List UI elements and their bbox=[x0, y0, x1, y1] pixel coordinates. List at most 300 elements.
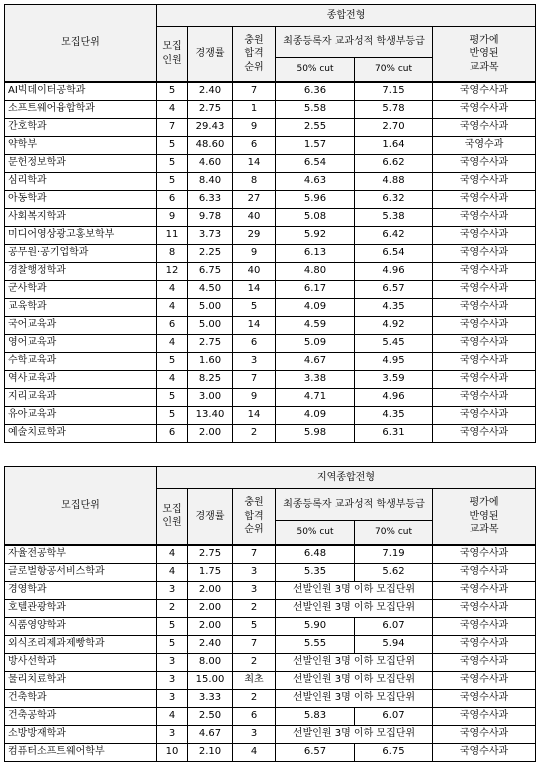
header-fill: 충원 합격 순위 bbox=[233, 489, 276, 545]
unit-cell bbox=[5, 406, 157, 424]
fill-rank-cell: 3 bbox=[233, 563, 276, 581]
cut50-cell: 5.96 bbox=[276, 190, 355, 208]
header-unit: 모집단위 bbox=[5, 467, 157, 545]
fill-rank-cell: 14 bbox=[233, 280, 276, 298]
fill-rank-cell: 29 bbox=[233, 226, 276, 244]
cut50-cell: 6.36 bbox=[276, 82, 355, 101]
fill-rank-cell: 2 bbox=[233, 689, 276, 707]
table-row bbox=[5, 671, 536, 689]
unit-name: 글로벌항공서비스학과 bbox=[8, 566, 105, 577]
cut70-cell: 6.07 bbox=[355, 617, 433, 635]
subjects-cell: 국영수사과 bbox=[433, 262, 536, 280]
header-cut70: 70% cut bbox=[355, 521, 433, 545]
unit-cell bbox=[5, 725, 157, 743]
unit-name: 수학교육과 bbox=[8, 355, 57, 366]
quota-cell: 3 bbox=[157, 653, 188, 671]
table-row bbox=[5, 545, 536, 564]
subjects-cell: 국영수사과 bbox=[433, 118, 536, 136]
quota-cell: 5 bbox=[157, 388, 188, 406]
rate-cell: 2.75 bbox=[188, 100, 233, 118]
rate-cell: 2.00 bbox=[188, 617, 233, 635]
unit-name: 공무원·공기업학과 bbox=[8, 247, 89, 258]
quota-cell: 4 bbox=[157, 563, 188, 581]
cut50-cell: 5.92 bbox=[276, 226, 355, 244]
unit-name: 미디어영상광고홍보학부 bbox=[8, 229, 115, 240]
quota-cell: 5 bbox=[157, 136, 188, 154]
quota-cell: 3 bbox=[157, 581, 188, 599]
table-row bbox=[5, 370, 536, 388]
unit-cell bbox=[5, 653, 157, 671]
unit-name: 외식조리제과제빵학과 bbox=[8, 638, 105, 649]
table-row bbox=[5, 136, 536, 154]
unit-cell bbox=[5, 208, 157, 226]
note-cell: 선발인원 3명 이하 모집단위 bbox=[276, 599, 433, 617]
note-cell: 선발인원 3명 이하 모집단위 bbox=[276, 581, 433, 599]
cut50-cell: 4.71 bbox=[276, 388, 355, 406]
cut50-cell: 3.38 bbox=[276, 370, 355, 388]
cut50-cell: 4.63 bbox=[276, 172, 355, 190]
quota-cell: 6 bbox=[157, 316, 188, 334]
quota-cell: 5 bbox=[157, 406, 188, 424]
cut70-cell: 1.64 bbox=[355, 136, 433, 154]
fill-rank-cell: 9 bbox=[233, 244, 276, 262]
unit-cell bbox=[5, 172, 157, 190]
unit-cell bbox=[5, 545, 157, 564]
cut50-cell: 4.80 bbox=[276, 262, 355, 280]
fill-rank-cell: 7 bbox=[233, 82, 276, 101]
unit-cell bbox=[5, 316, 157, 334]
cut70-cell: 6.07 bbox=[355, 707, 433, 725]
unit-name: 호텔관광학과 bbox=[8, 602, 66, 613]
header-group: 종합전형 bbox=[157, 5, 536, 27]
rate-cell: 9.78 bbox=[188, 208, 233, 226]
unit-cell bbox=[5, 743, 157, 761]
quota-cell: 5 bbox=[157, 82, 188, 101]
unit-cell bbox=[5, 136, 157, 154]
cut70-cell: 5.62 bbox=[355, 563, 433, 581]
rate-cell: 48.60 bbox=[188, 136, 233, 154]
cut70-cell: 5.94 bbox=[355, 635, 433, 653]
table-row bbox=[5, 388, 536, 406]
fill-rank-cell: 14 bbox=[233, 316, 276, 334]
table-row bbox=[5, 154, 536, 172]
unit-cell bbox=[5, 280, 157, 298]
fill-rank-cell: 27 bbox=[233, 190, 276, 208]
note-cell: 선발인원 3명 이하 모집단위 bbox=[276, 725, 433, 743]
rate-cell: 13.40 bbox=[188, 406, 233, 424]
subjects-cell: 국영수사과 bbox=[433, 689, 536, 707]
unit-name: 사회복지학과 bbox=[8, 211, 66, 222]
fill-rank-cell: 2 bbox=[233, 424, 276, 442]
cut50-cell: 5.98 bbox=[276, 424, 355, 442]
cut50-cell: 6.13 bbox=[276, 244, 355, 262]
unit-cell bbox=[5, 689, 157, 707]
unit-name: 소방방재학과 bbox=[8, 728, 66, 739]
cut70-cell: 3.59 bbox=[355, 370, 433, 388]
cut70-cell: 6.42 bbox=[355, 226, 433, 244]
rate-cell: 5.00 bbox=[188, 316, 233, 334]
cut70-cell: 2.70 bbox=[355, 118, 433, 136]
fill-rank-cell: 14 bbox=[233, 406, 276, 424]
header-fill: 충원 합격 순위 bbox=[233, 27, 276, 82]
subjects-cell: 국영수사과 bbox=[433, 743, 536, 761]
subjects-cell: 국영수사과 bbox=[433, 599, 536, 617]
quota-cell: 12 bbox=[157, 262, 188, 280]
fill-rank-cell: 6 bbox=[233, 707, 276, 725]
subjects-cell: 국영수사과 bbox=[433, 352, 536, 370]
cut70-cell: 7.19 bbox=[355, 545, 433, 564]
unit-cell bbox=[5, 352, 157, 370]
unit-cell bbox=[5, 563, 157, 581]
subjects-cell: 국영수사과 bbox=[433, 280, 536, 298]
table-row bbox=[5, 352, 536, 370]
quota-cell: 4 bbox=[157, 280, 188, 298]
table-row bbox=[5, 100, 536, 118]
table-row bbox=[5, 262, 536, 280]
unit-cell bbox=[5, 599, 157, 617]
cut50-cell: 4.09 bbox=[276, 298, 355, 316]
cut50-cell: 6.54 bbox=[276, 154, 355, 172]
admission-table-comprehensive bbox=[4, 4, 536, 443]
fill-rank-cell: 9 bbox=[233, 118, 276, 136]
header-subjects: 평가에 반영된 교과목 bbox=[433, 27, 536, 82]
quota-cell: 6 bbox=[157, 190, 188, 208]
table-row bbox=[5, 743, 536, 761]
quota-cell: 5 bbox=[157, 617, 188, 635]
rate-cell: 2.40 bbox=[188, 82, 233, 101]
cut50-cell: 2.55 bbox=[276, 118, 355, 136]
rate-cell: 4.60 bbox=[188, 154, 233, 172]
quota-cell: 5 bbox=[157, 635, 188, 653]
subjects-cell: 국영수사과 bbox=[433, 190, 536, 208]
cut70-cell: 4.35 bbox=[355, 406, 433, 424]
cut70-cell: 6.62 bbox=[355, 154, 433, 172]
table-row bbox=[5, 82, 536, 101]
subjects-cell: 국영수사과 bbox=[433, 334, 536, 352]
cut70-cell: 4.92 bbox=[355, 316, 433, 334]
rate-cell: 6.75 bbox=[188, 262, 233, 280]
unit-name: 영어교육과 bbox=[8, 337, 57, 348]
header-group: 지역종합전형 bbox=[157, 467, 536, 489]
table-row bbox=[5, 226, 536, 244]
unit-cell bbox=[5, 617, 157, 635]
subjects-cell: 국영수사과 bbox=[433, 244, 536, 262]
quota-cell: 6 bbox=[157, 424, 188, 442]
unit-cell bbox=[5, 100, 157, 118]
subjects-cell: 국영수사과 bbox=[433, 406, 536, 424]
table-row bbox=[5, 316, 536, 334]
rate-cell: 3.73 bbox=[188, 226, 233, 244]
fill-rank-cell: 2 bbox=[233, 653, 276, 671]
cut50-cell: 4.09 bbox=[276, 406, 355, 424]
subjects-cell: 국영수사과 bbox=[433, 388, 536, 406]
fill-rank-cell: 5 bbox=[233, 617, 276, 635]
rate-cell: 29.43 bbox=[188, 118, 233, 136]
unit-name: 건축공학과 bbox=[8, 710, 57, 721]
table-row bbox=[5, 280, 536, 298]
rate-cell: 2.75 bbox=[188, 545, 233, 564]
quota-cell: 4 bbox=[157, 100, 188, 118]
unit-cell bbox=[5, 226, 157, 244]
cut70-cell: 6.32 bbox=[355, 190, 433, 208]
rate-cell: 15.00 bbox=[188, 671, 233, 689]
quota-cell: 8 bbox=[157, 244, 188, 262]
quota-cell: 10 bbox=[157, 743, 188, 761]
table-row bbox=[5, 190, 536, 208]
subjects-cell: 국영수사과 bbox=[433, 298, 536, 316]
cut50-cell: 5.58 bbox=[276, 100, 355, 118]
rate-cell: 6.33 bbox=[188, 190, 233, 208]
unit-name: 유아교육과 bbox=[8, 409, 57, 420]
cut50-cell: 6.57 bbox=[276, 743, 355, 761]
rate-cell: 8.40 bbox=[188, 172, 233, 190]
cut70-cell: 7.15 bbox=[355, 82, 433, 101]
unit-cell bbox=[5, 154, 157, 172]
table-row bbox=[5, 208, 536, 226]
rate-cell: 1.75 bbox=[188, 563, 233, 581]
table-row bbox=[5, 244, 536, 262]
header-quota: 모집 인원 bbox=[157, 489, 188, 545]
header-subjects: 평가에 반영된 교과목 bbox=[433, 489, 536, 545]
fill-rank-cell: 3 bbox=[233, 352, 276, 370]
unit-name: 방사선학과 bbox=[8, 656, 57, 667]
subjects-cell: 국영수사과 bbox=[433, 707, 536, 725]
cut50-cell: 6.17 bbox=[276, 280, 355, 298]
unit-cell bbox=[5, 82, 157, 101]
cut70-cell: 6.31 bbox=[355, 424, 433, 442]
table-row bbox=[5, 707, 536, 725]
subjects-cell: 국영수사과 bbox=[433, 100, 536, 118]
cut50-cell: 4.59 bbox=[276, 316, 355, 334]
note-cell: 선발인원 3명 이하 모집단위 bbox=[276, 689, 433, 707]
quota-cell: 3 bbox=[157, 689, 188, 707]
header-grade-group: 최종등록자 교과성적 학생부등급 bbox=[276, 27, 433, 58]
table-row bbox=[5, 406, 536, 424]
subjects-cell: 국영수사과 bbox=[433, 370, 536, 388]
table-row bbox=[5, 172, 536, 190]
header-rate: 경쟁률 bbox=[188, 27, 233, 82]
table-row bbox=[5, 298, 536, 316]
quota-cell: 5 bbox=[157, 154, 188, 172]
cut70-cell: 6.57 bbox=[355, 280, 433, 298]
cut70-cell: 6.54 bbox=[355, 244, 433, 262]
unit-cell bbox=[5, 262, 157, 280]
header-cut70: 70% cut bbox=[355, 58, 433, 82]
unit-name: 약학부 bbox=[8, 139, 37, 150]
rate-cell: 8.00 bbox=[188, 653, 233, 671]
unit-name: 컴퓨터소프트웨어학부 bbox=[8, 746, 105, 757]
cut50-cell: 5.08 bbox=[276, 208, 355, 226]
rate-cell: 2.40 bbox=[188, 635, 233, 653]
fill-rank-cell: 7 bbox=[233, 635, 276, 653]
subjects-cell: 국영수사과 bbox=[433, 424, 536, 442]
rate-cell: 2.50 bbox=[188, 707, 233, 725]
subjects-cell: 국영수사과 bbox=[433, 172, 536, 190]
table-row bbox=[5, 653, 536, 671]
quota-cell: 4 bbox=[157, 334, 188, 352]
quota-cell: 5 bbox=[157, 172, 188, 190]
unit-name: 건축학과 bbox=[8, 692, 47, 703]
unit-cell bbox=[5, 671, 157, 689]
unit-name: 지리교육과 bbox=[8, 391, 57, 402]
subjects-cell: 국영수사과 bbox=[433, 154, 536, 172]
subjects-cell: 국영수사과 bbox=[433, 617, 536, 635]
unit-cell bbox=[5, 635, 157, 653]
note-cell: 선발인원 3명 이하 모집단위 bbox=[276, 653, 433, 671]
rate-cell: 4.50 bbox=[188, 280, 233, 298]
subjects-cell: 국영수사과 bbox=[433, 671, 536, 689]
subjects-cell: 국영수사과 bbox=[433, 545, 536, 564]
unit-cell bbox=[5, 581, 157, 599]
unit-name: 예술치료학과 bbox=[8, 427, 66, 438]
fill-rank-cell: 9 bbox=[233, 388, 276, 406]
rate-cell: 1.60 bbox=[188, 352, 233, 370]
cut70-cell: 5.45 bbox=[355, 334, 433, 352]
unit-name: 군사학과 bbox=[8, 283, 47, 294]
fill-rank-cell: 5 bbox=[233, 298, 276, 316]
fill-rank-cell: 4 bbox=[233, 743, 276, 761]
quota-cell: 4 bbox=[157, 298, 188, 316]
subjects-cell: 국영수사과 bbox=[433, 635, 536, 653]
quota-cell: 4 bbox=[157, 370, 188, 388]
quota-cell: 7 bbox=[157, 118, 188, 136]
cut50-cell: 5.09 bbox=[276, 334, 355, 352]
unit-cell bbox=[5, 298, 157, 316]
unit-name: AI빅데이터공학과 bbox=[8, 85, 86, 96]
table-row bbox=[5, 689, 536, 707]
subjects-cell: 국영수사과 bbox=[433, 82, 536, 101]
unit-cell bbox=[5, 334, 157, 352]
rate-cell: 4.67 bbox=[188, 725, 233, 743]
unit-name: 간호학과 bbox=[8, 121, 47, 132]
unit-name: 국어교육과 bbox=[8, 319, 57, 330]
subjects-cell: 국영수사과 bbox=[433, 653, 536, 671]
table-row bbox=[5, 617, 536, 635]
subjects-cell: 국영수사과 bbox=[433, 563, 536, 581]
unit-cell bbox=[5, 707, 157, 725]
unit-cell bbox=[5, 388, 157, 406]
fill-rank-cell: 14 bbox=[233, 154, 276, 172]
cut50-cell: 5.90 bbox=[276, 617, 355, 635]
subjects-cell: 국영수사과 bbox=[433, 208, 536, 226]
unit-name: 경찰행정학과 bbox=[8, 265, 66, 276]
cut50-cell: 5.35 bbox=[276, 563, 355, 581]
quota-cell: 3 bbox=[157, 725, 188, 743]
header-cut50: 50% cut bbox=[276, 521, 355, 545]
cut70-cell: 4.96 bbox=[355, 388, 433, 406]
rate-cell: 2.00 bbox=[188, 581, 233, 599]
table-row bbox=[5, 334, 536, 352]
header-grade-group: 최종등록자 교과성적 학생부등급 bbox=[276, 489, 433, 521]
fill-rank-cell: 6 bbox=[233, 334, 276, 352]
subjects-cell: 국영수사과 bbox=[433, 581, 536, 599]
unit-name: 소프트웨어융합학과 bbox=[8, 103, 95, 114]
cut70-cell: 6.75 bbox=[355, 743, 433, 761]
unit-cell bbox=[5, 118, 157, 136]
rate-cell: 2.00 bbox=[188, 599, 233, 617]
rate-cell: 2.00 bbox=[188, 424, 233, 442]
cut70-cell: 5.78 bbox=[355, 100, 433, 118]
fill-rank-cell: 40 bbox=[233, 262, 276, 280]
rate-cell: 2.75 bbox=[188, 334, 233, 352]
unit-name: 물리치료학과 bbox=[8, 674, 66, 685]
header-cut50: 50% cut bbox=[276, 58, 355, 82]
unit-name: 아동학과 bbox=[8, 193, 47, 204]
unit-name: 교육학과 bbox=[8, 301, 47, 312]
table-row bbox=[5, 563, 536, 581]
header-rate: 경쟁률 bbox=[188, 489, 233, 545]
fill-rank-cell: 40 bbox=[233, 208, 276, 226]
fill-rank-cell: 6 bbox=[233, 136, 276, 154]
cut50-cell: 1.57 bbox=[276, 136, 355, 154]
table-row bbox=[5, 599, 536, 617]
rate-cell: 3.00 bbox=[188, 388, 233, 406]
subjects-cell: 국영수사과 bbox=[433, 226, 536, 244]
rate-cell: 2.10 bbox=[188, 743, 233, 761]
unit-cell bbox=[5, 244, 157, 262]
quota-cell: 11 bbox=[157, 226, 188, 244]
subjects-cell: 국영수사과 bbox=[433, 316, 536, 334]
fill-rank-cell: 2 bbox=[233, 599, 276, 617]
quota-cell: 9 bbox=[157, 208, 188, 226]
quota-cell: 4 bbox=[157, 545, 188, 564]
cut70-cell: 4.88 bbox=[355, 172, 433, 190]
cut70-cell: 4.96 bbox=[355, 262, 433, 280]
header-unit: 모집단위 bbox=[5, 5, 157, 82]
cut50-cell: 6.48 bbox=[276, 545, 355, 564]
note-cell: 선발인원 3명 이하 모집단위 bbox=[276, 671, 433, 689]
fill-rank-cell: 8 bbox=[233, 172, 276, 190]
fill-rank-cell: 3 bbox=[233, 581, 276, 599]
cut50-cell: 5.83 bbox=[276, 707, 355, 725]
unit-cell bbox=[5, 190, 157, 208]
quota-cell: 3 bbox=[157, 671, 188, 689]
quota-cell: 2 bbox=[157, 599, 188, 617]
quota-cell: 4 bbox=[157, 707, 188, 725]
table-row bbox=[5, 635, 536, 653]
cut50-cell: 5.55 bbox=[276, 635, 355, 653]
cut70-cell: 4.35 bbox=[355, 298, 433, 316]
unit-name: 역사교육과 bbox=[8, 373, 57, 384]
fill-rank-cell: 7 bbox=[233, 545, 276, 564]
rate-cell: 5.00 bbox=[188, 298, 233, 316]
table-row bbox=[5, 725, 536, 743]
fill-rank-cell: 최초 bbox=[233, 671, 276, 689]
unit-name: 경영학과 bbox=[8, 584, 47, 595]
rate-cell: 8.25 bbox=[188, 370, 233, 388]
unit-cell bbox=[5, 370, 157, 388]
cut70-cell: 4.95 bbox=[355, 352, 433, 370]
fill-rank-cell: 7 bbox=[233, 370, 276, 388]
table-row bbox=[5, 581, 536, 599]
unit-cell bbox=[5, 424, 157, 442]
unit-name: 심리학과 bbox=[8, 175, 47, 186]
subjects-cell: 국영수사과 bbox=[433, 725, 536, 743]
header-quota: 모집 인원 bbox=[157, 27, 188, 82]
unit-name: 자율전공학부 bbox=[8, 548, 66, 559]
unit-name: 문헌정보학과 bbox=[8, 157, 66, 168]
rate-cell: 3.33 bbox=[188, 689, 233, 707]
rate-cell: 2.25 bbox=[188, 244, 233, 262]
subjects-cell: 국영수과 bbox=[433, 136, 536, 154]
admission-table-regional bbox=[4, 466, 536, 762]
fill-rank-cell: 1 bbox=[233, 100, 276, 118]
fill-rank-cell: 3 bbox=[233, 725, 276, 743]
quota-cell: 5 bbox=[157, 352, 188, 370]
unit-name: 식품영양학과 bbox=[8, 620, 66, 631]
cut50-cell: 4.67 bbox=[276, 352, 355, 370]
table-row bbox=[5, 118, 536, 136]
